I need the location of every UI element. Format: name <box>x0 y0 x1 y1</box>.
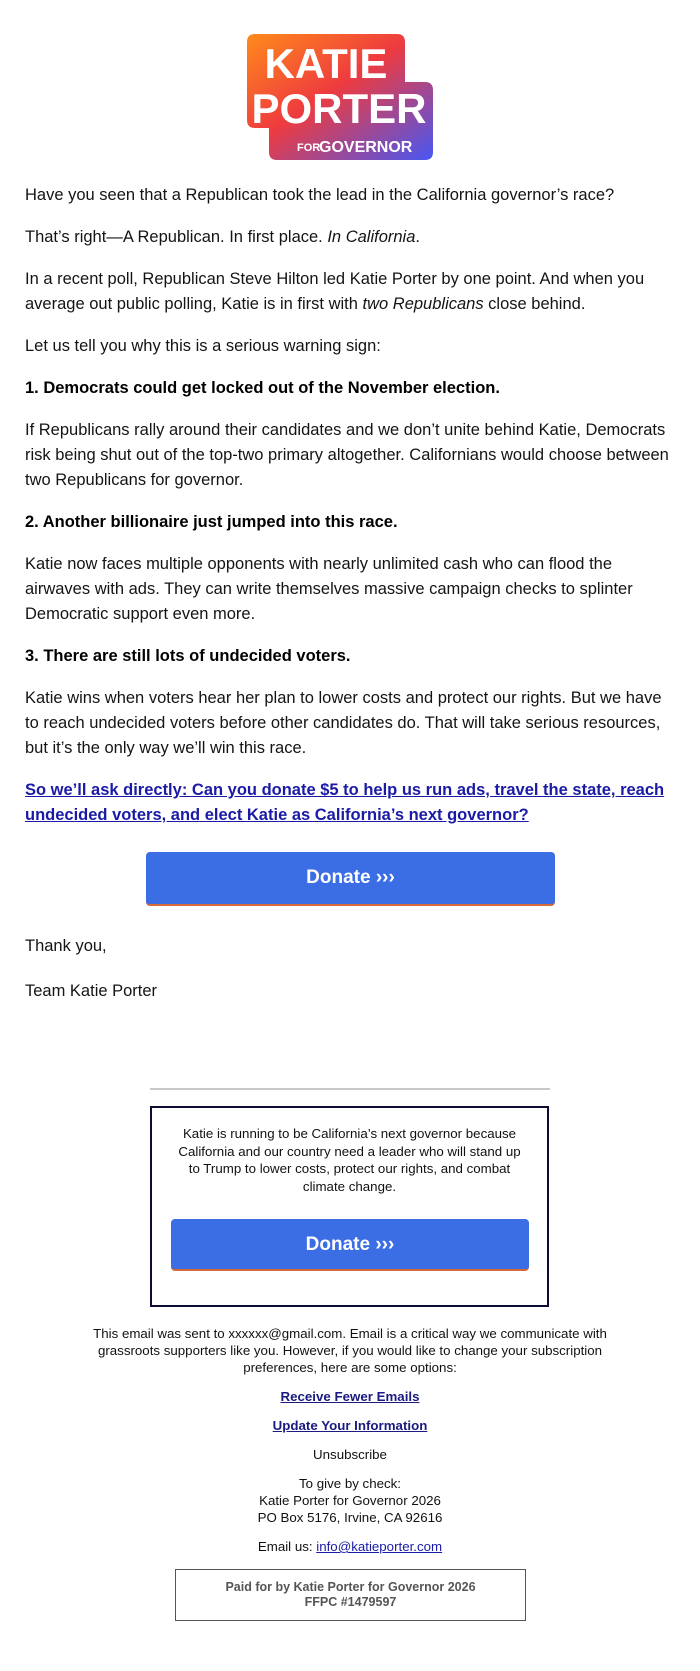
footer-divider <box>150 1088 550 1090</box>
signature-text: Team Katie Porter <box>25 982 158 1000</box>
ask-paragraph <box>25 778 675 828</box>
heading-point-1: 1. Democrats could get locked out of the November election. <box>25 379 500 397</box>
p3-italic: two Republicans <box>362 295 484 313</box>
check-name: Katie Porter for Governor 2026 <box>259 1493 441 1508</box>
ask-donate-link[interactable]: So we’ll ask directly: Can you donate $5 to help us run ads, travel the state, reach undecided voters, and elect Katie as California’s next governor? <box>25 781 665 824</box>
check-address <box>70 1475 630 1526</box>
update-information-link[interactable]: Update Your Information <box>272 1418 428 1433</box>
logo-line-katie: KATIE <box>264 40 388 87</box>
logo-header <box>0 0 700 183</box>
email-us-row <box>70 1538 630 1555</box>
logo-line-porter: PORTER <box>251 85 427 132</box>
katie-porter-logo[interactable] <box>247 32 439 164</box>
email-body <box>0 183 700 828</box>
paragraph-point-1: If Republicans rally around their candidates and we don’t unite behind Katie, Democrats risk being shut out of the top-two primary altogether. Californians would choose between two Republicans for governor. <box>25 421 669 489</box>
paragraph-point-2: Katie now faces multiple opponents with nearly unlimited cash who can flood the airwaves with ads. They can write themselves massive campaign checks to splinter Democratic support even more. <box>25 555 633 623</box>
paragraph-point-3: Katie wins when voters hear her plan to lower costs and protect our rights. But we have to reach undecided voters before other candidates do. That will take serious resources, but it’s the only way we’ll win this race. <box>25 689 662 757</box>
footer-box-text: Katie is running to be California’s next governor because California and our country need a leader who will stand up to Trump to lower costs, protect our rights, and combat climate change. <box>178 1126 521 1194</box>
logo-line-for: FOR <box>297 142 321 154</box>
paid-line-2: FFPC #1479597 <box>304 1595 397 1609</box>
subscription-notice: This email was sent to xxxxxx@gmail.com. Email is a critical way we communicate with grassroots supporters like you. However, if you would like to change your subscription preferences, here are some options: <box>93 1326 607 1375</box>
check-label: To give by check: <box>299 1476 401 1491</box>
donate-button[interactable]: Donate ››› <box>146 852 555 906</box>
paid-line-1: Paid for by Katie Porter for Governor 2026 <box>225 1580 476 1594</box>
fewer-emails-row <box>70 1388 630 1405</box>
update-info-row <box>70 1417 630 1434</box>
unsubscribe-link[interactable]: Unsubscribe <box>313 1447 387 1462</box>
paragraph-warning: Let us tell you why this is a serious warning sign: <box>25 337 381 355</box>
unsubscribe-row <box>70 1446 630 1463</box>
footer-legal <box>70 1325 630 1555</box>
p2-end: . <box>415 228 420 246</box>
heading-point-2: 2. Another billionaire just jumped into this race. <box>25 513 398 531</box>
logo-line-governor: GOVERNOR <box>319 139 413 156</box>
check-street: PO Box 5176, Irvine, CA 92616 <box>257 1510 443 1525</box>
p2-italic: In California <box>327 228 416 246</box>
paragraph-republican <box>25 225 675 250</box>
paragraph-intro: Have you seen that a Republican took the lead in the California governor’s race? <box>25 186 615 204</box>
paid-for-disclaimer <box>175 1569 526 1621</box>
signoff <box>0 934 700 1004</box>
heading-point-3: 3. There are still lots of undecided voters. <box>25 647 351 665</box>
paragraph-poll <box>25 267 675 317</box>
p2-text: That’s right—A Republican. In first place. <box>25 228 328 246</box>
email-us-label: Email us: <box>257 1539 317 1554</box>
thanks-text: Thank you, <box>25 937 107 955</box>
receive-fewer-emails-link[interactable]: Receive Fewer Emails <box>280 1389 420 1404</box>
email-us-link[interactable]: info@katieporter.com <box>316 1539 443 1554</box>
footer-donate-button[interactable]: Donate ››› <box>171 1219 529 1271</box>
p3-end: close behind. <box>483 295 586 313</box>
footer-donate-box <box>150 1106 549 1307</box>
p3-text: In a recent poll, Republican Steve Hilton led Katie Porter by one point. And when you average out public polling, Katie is in first with <box>25 270 645 313</box>
